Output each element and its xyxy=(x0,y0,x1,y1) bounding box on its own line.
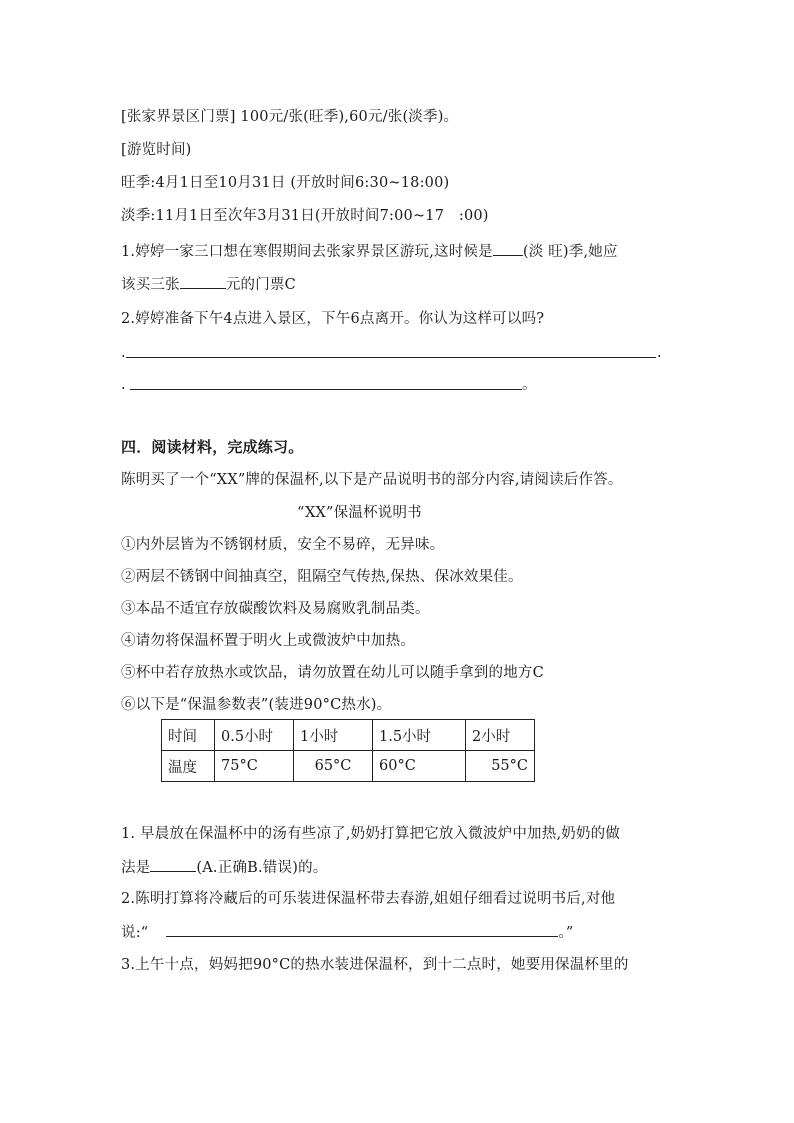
manual-title: “XX”保温杯说明书 xyxy=(297,505,422,521)
ticket-question-1 xyxy=(121,241,618,262)
section-4-heading: 四．阅读材料，完成练习。 xyxy=(121,438,304,456)
manual-question-1-cont xyxy=(121,857,327,878)
table-cell: 55°C xyxy=(466,751,535,782)
table-row-time xyxy=(162,720,535,751)
insulation-parameter-table xyxy=(161,719,535,782)
season-blank[interactable] xyxy=(493,241,523,256)
table-cell: 时间 xyxy=(162,720,215,751)
manual-q1-text-c: (A.正确B.错误)的。 xyxy=(196,860,328,876)
manual-q2-text-b: 说:“ xyxy=(121,925,149,941)
manual-item-4: ④请勿将保温杯置于明火上或微波炉中加热。 xyxy=(121,633,415,649)
off-season-line: 淡季:11月1日至次年3月31日(开放时间7:00~17 :00) xyxy=(121,208,489,224)
ticket-q1-text-d: 元的门票C xyxy=(225,277,296,293)
manual-item-6: ⑥以下是“保温参数表”(装进90°C热水)。 xyxy=(121,697,392,713)
ticket-q1-text-c: 该买三张 xyxy=(121,277,180,293)
answer-line-1[interactable] xyxy=(126,357,656,358)
answer-line-1-start: . xyxy=(121,345,126,361)
table-cell: 2小时 xyxy=(466,720,535,751)
manual-item-2: ②两层不锈钢中间抽真空，阻隔空气传热,保热、保冰效果佳。 xyxy=(121,569,523,585)
manual-item-3: ③本品不适宜存放碳酸饮料及易腐败乳制品类。 xyxy=(121,601,430,617)
manual-question-1: 1. 早晨放在保温杯中的汤有些凉了,奶奶打算把它放入微波炉中加热,奶奶的做 xyxy=(121,826,621,842)
ticket-q1-text-b: (淡 旺)季,她应 xyxy=(522,244,618,260)
table-cell: 1小时 xyxy=(294,720,373,751)
table-cell: 75°C xyxy=(215,751,294,782)
table-cell: 1.5小时 xyxy=(373,720,466,751)
section-4-intro: 陈明买了一个“XX”牌的保温杯,以下是产品说明书的部分内容,请阅读后作答。 xyxy=(121,472,623,488)
ticket-q1-text-a: 1.婷婷一家三口想在寒假期间去张家界景区游玩,这时候是 xyxy=(121,244,493,260)
manual-item-1: ①内外层皆为不锈钢材质，安全不易碎，无异味。 xyxy=(121,537,445,553)
answer-line-2[interactable] xyxy=(130,389,522,390)
table-cell: 温度 xyxy=(162,751,215,782)
manual-q1-text-b: 法是 xyxy=(121,860,151,876)
sister-reply-blank[interactable] xyxy=(166,922,558,937)
ticket-question-2: 2.婷婷准备下午4点进入景区，下午6点离开。你认为这样可以吗? xyxy=(121,311,545,327)
table-cell: 60°C xyxy=(373,751,466,782)
answer-line-2-start: . xyxy=(121,377,126,393)
manual-question-2: 2.陈明打算将冷藏后的可乐装进保温杯带去春游,姐姐仔细看过说明书后,对他 xyxy=(121,891,616,907)
correct-wrong-blank[interactable] xyxy=(150,857,196,872)
answer-line-1-end: . xyxy=(657,345,662,361)
manual-question-2-cont xyxy=(121,922,573,943)
visit-time-heading: [游览时间) xyxy=(121,142,192,158)
table-cell: 0.5小时 xyxy=(215,720,294,751)
manual-q2-text-c: 。” xyxy=(558,925,574,941)
ticket-question-1-cont xyxy=(121,274,296,295)
peak-season-line: 旺季:4月1日至10月31日 (开放时间6:30~18:00) xyxy=(121,175,450,191)
table-row-temperature xyxy=(162,751,535,782)
table-cell: 65°C xyxy=(294,751,373,782)
manual-question-3: 3.上午十点，妈妈把90°C的热水装进保温杯，到十二点时，她要用保温杯里的 xyxy=(121,957,629,973)
manual-item-5: ⑤杯中若存放热水或饮品，请勿放置在幼儿可以随手拿到的地方C xyxy=(121,665,544,681)
ticket-price-line: [张家界景区门票] 100元/张(旺季),60元/张(淡季)。 xyxy=(121,109,459,125)
answer-line-2-end: 。 xyxy=(522,377,537,393)
price-blank[interactable] xyxy=(180,274,226,289)
